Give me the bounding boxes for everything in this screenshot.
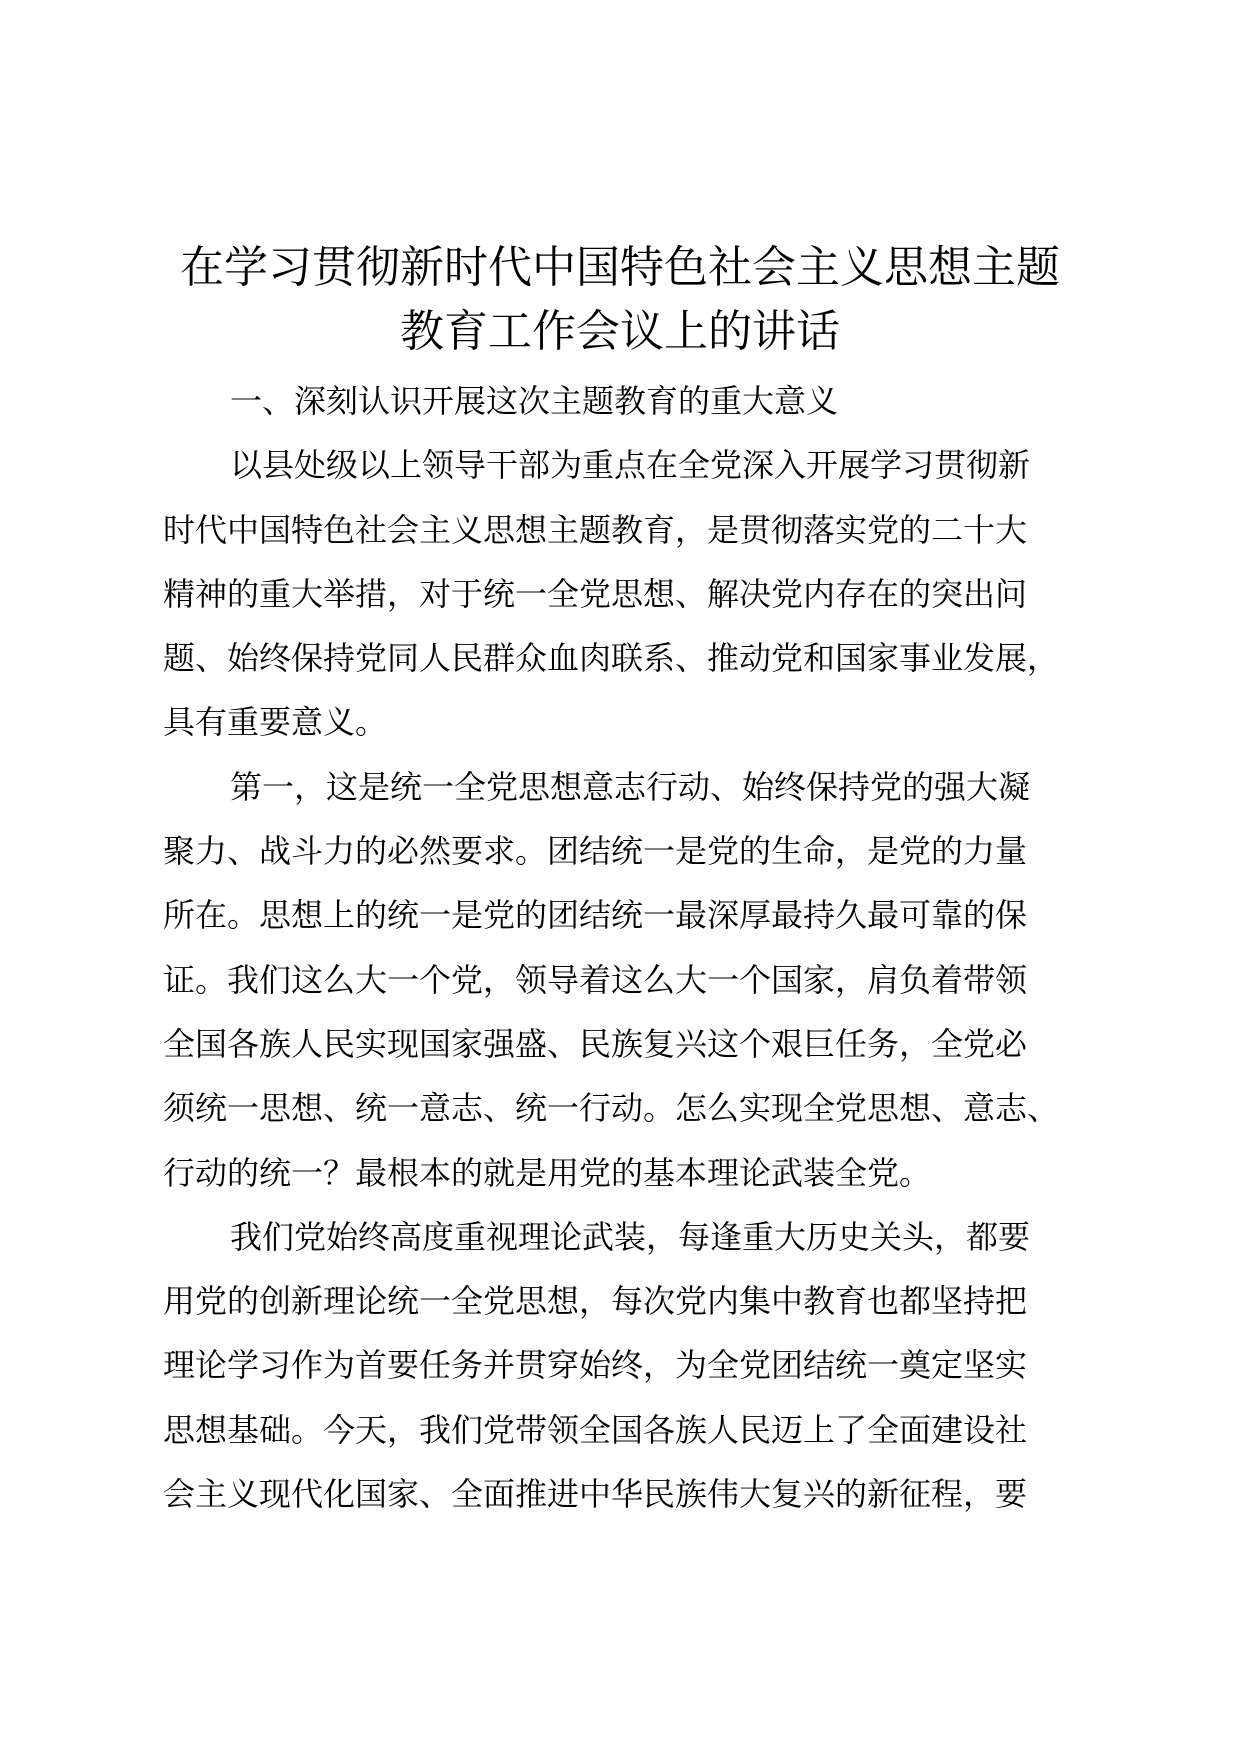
body-text-line: 具有重要意义。 — [163, 703, 388, 742]
body-text-line: 理论学习作为首要任务并贯穿始终，为全党团结统一奠定坚实 — [163, 1346, 1028, 1385]
body-text-line: 我们党始终高度重视理论武装，每逢重大历史关头，都要 — [230, 1217, 1031, 1256]
body-text-line: 会主义现代化国家、全面推进中华民族伟大复兴的新征程，要 — [163, 1475, 1028, 1514]
body-text-line: 题、始终保持党同人民群众血肉联系、推动党和国家事业发展， — [163, 639, 1060, 678]
body-text-line: 须统一思想、统一意志、统一行动。怎么实现全党思想、意志、 — [163, 1089, 1060, 1128]
body-text-line: 以县处级以上领导干部为重点在全党深入开展学习贯彻新 — [230, 446, 1031, 485]
body-text-line: 用党的创新理论统一全党思想，每次党内集中教育也都坚持把 — [163, 1282, 1028, 1321]
body-text-line: 第一，这是统一全党思想意志行动、始终保持党的强大凝 — [230, 767, 1031, 806]
body-text-line: 聚力、战斗力的必然要求。团结统一是党的生命，是党的力量 — [163, 832, 1028, 871]
title-line-2: 教育工作会议上的讲话 — [400, 306, 840, 357]
body-text-line: 精神的重大举措，对于统一全党思想、解决党内存在的突出问 — [163, 574, 1028, 613]
body-text-line: 全国各族人民实现国家强盛、民族复兴这个艰巨任务，全党必 — [163, 1024, 1028, 1063]
document-title — [150, 236, 1090, 364]
title-line-1: 在学习贯彻新时代中国特色社会主义思想主题 — [180, 242, 1060, 293]
body-text-line: 所在。思想上的统一是党的团结统一最深厚最持久最可靠的保 — [163, 896, 1028, 935]
body-text-line: 行动的统一？最根本的就是用党的基本理论武装全党。 — [163, 1153, 932, 1192]
section-heading: 一、深刻认识开展这次主题教育的重大意义 — [230, 382, 839, 420]
document-body — [163, 369, 1113, 1526]
body-text-line: 思想基础。今天，我们党带领全国各族人民迈上了全面建设社 — [163, 1410, 1028, 1449]
body-text-line: 证。我们这么大一个党，领导着这么大一个国家，肩负着带领 — [163, 960, 1028, 999]
body-text-line: 时代中国特色社会主义思想主题教育，是贯彻落实党的二十大 — [163, 510, 1028, 549]
